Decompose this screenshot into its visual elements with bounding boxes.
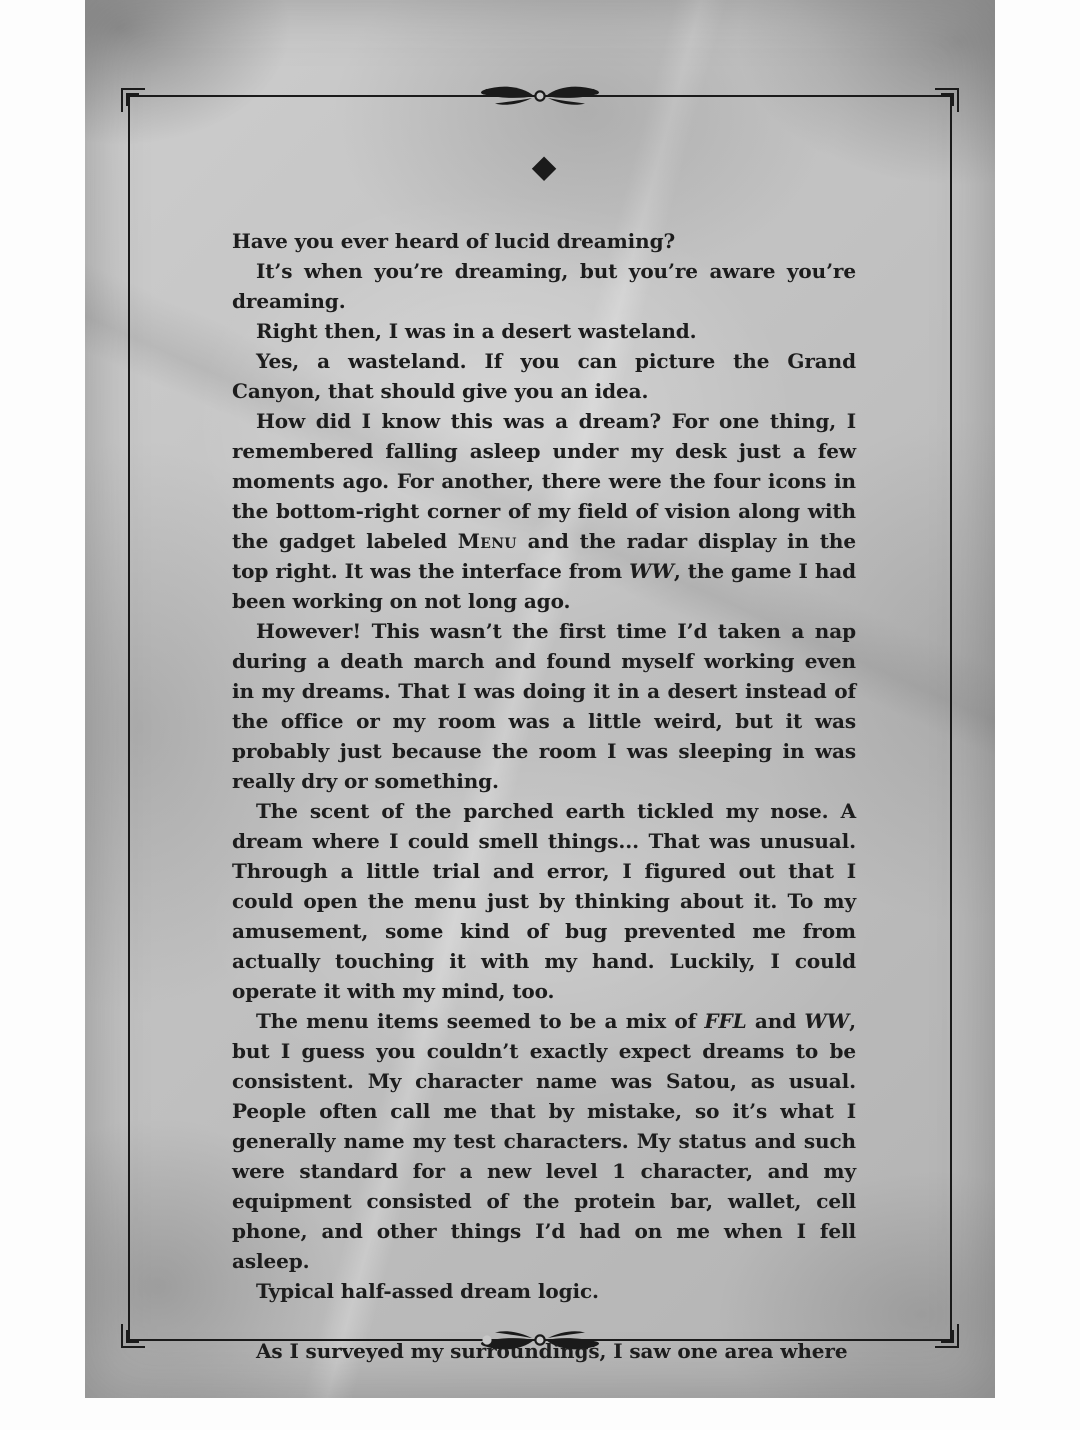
- frame-corner-top-right: [935, 88, 959, 112]
- top-flourish-ornament: [476, 82, 604, 114]
- text-segment: Yes, a wasteland. If you can picture the Grand Canyon, that should give you an idea.: [232, 349, 856, 403]
- paragraph: [232, 1006, 856, 1276]
- scroll-flourish-icon: [476, 82, 604, 110]
- text-segment: As I surveyed my surroundings, I saw one area where: [256, 1339, 848, 1363]
- paragraph: [232, 406, 856, 616]
- frame-corner-bottom-right: [935, 1324, 959, 1348]
- text-segment: However! This wasn’t the first time I’d taken a nap during a death march and found myself working even in my dreams. That I was doing it in a desert instead of the office or my room was a little weird, but it was probably just because the room I was sleeping in was really dry or something.: [232, 619, 856, 793]
- text-segment: The menu items seemed to be a mix of: [256, 1009, 705, 1033]
- text-segment: How did I know this was a dream? For one thing, I remembered falling asleep under my desk just a few moments ago. For another, there were the four icons in the bottom-right corner of my field of vision along with the gadget labeled: [232, 409, 856, 553]
- paragraph: [232, 1276, 856, 1306]
- paragraph: [232, 226, 856, 256]
- text-segment: The scent of the parched earth tickled my nose. A dream where I could smell things... That was unusual. Through a little trial and error, I figured out that I could open the menu just by thinking about it. To my amusement, some kind of bug prevented me from actually touching it with my hand. Luckily, I could operate it with my mind, too.: [232, 799, 856, 1003]
- section-break-diamond-icon: ◆: [531, 147, 557, 185]
- paragraph: [232, 616, 856, 796]
- text-segment-smallcaps: Menu: [457, 529, 517, 553]
- text-segment: , but I guess you couldn’t exactly expect dreams to be consistent. My character name was Satou, as usual. People often call me that by mistake, so it’s what I generally name my test characters. My status and such were standard for a new level 1 character, and my equipment consisted of the protein bar, wallet, cell phone, and other things I’d had on me when I fell asleep.: [232, 1009, 856, 1273]
- paragraph: [232, 316, 856, 346]
- text-segment: and the radar display in the top right. It was the interface from: [232, 529, 856, 583]
- frame-corner-top-left: [121, 88, 145, 112]
- paragraph: [232, 346, 856, 406]
- text-segment: Right then, I was in a desert wasteland.: [256, 319, 697, 343]
- frame-corner-bottom-left: [121, 1324, 145, 1348]
- paper-page: [85, 0, 995, 1398]
- text-segment-italic: WW: [804, 1009, 850, 1033]
- paragraph: [232, 1336, 856, 1366]
- text-segment: , the game I had been working on not long ago.: [232, 559, 857, 613]
- text-segment: Typical half-assed dream logic.: [256, 1279, 599, 1303]
- text-segment: Have you ever heard of lucid dreaming?: [232, 229, 676, 253]
- text-segment-italic: WW: [629, 559, 674, 583]
- text-block: [232, 226, 856, 1366]
- paragraph: [232, 796, 856, 1006]
- text-segment-italic: FFL: [704, 1009, 747, 1033]
- paragraph: [232, 256, 856, 316]
- text-segment: and: [746, 1009, 805, 1033]
- text-segment: It’s when you’re dreaming, but you’re aware you’re dreaming.: [232, 259, 856, 313]
